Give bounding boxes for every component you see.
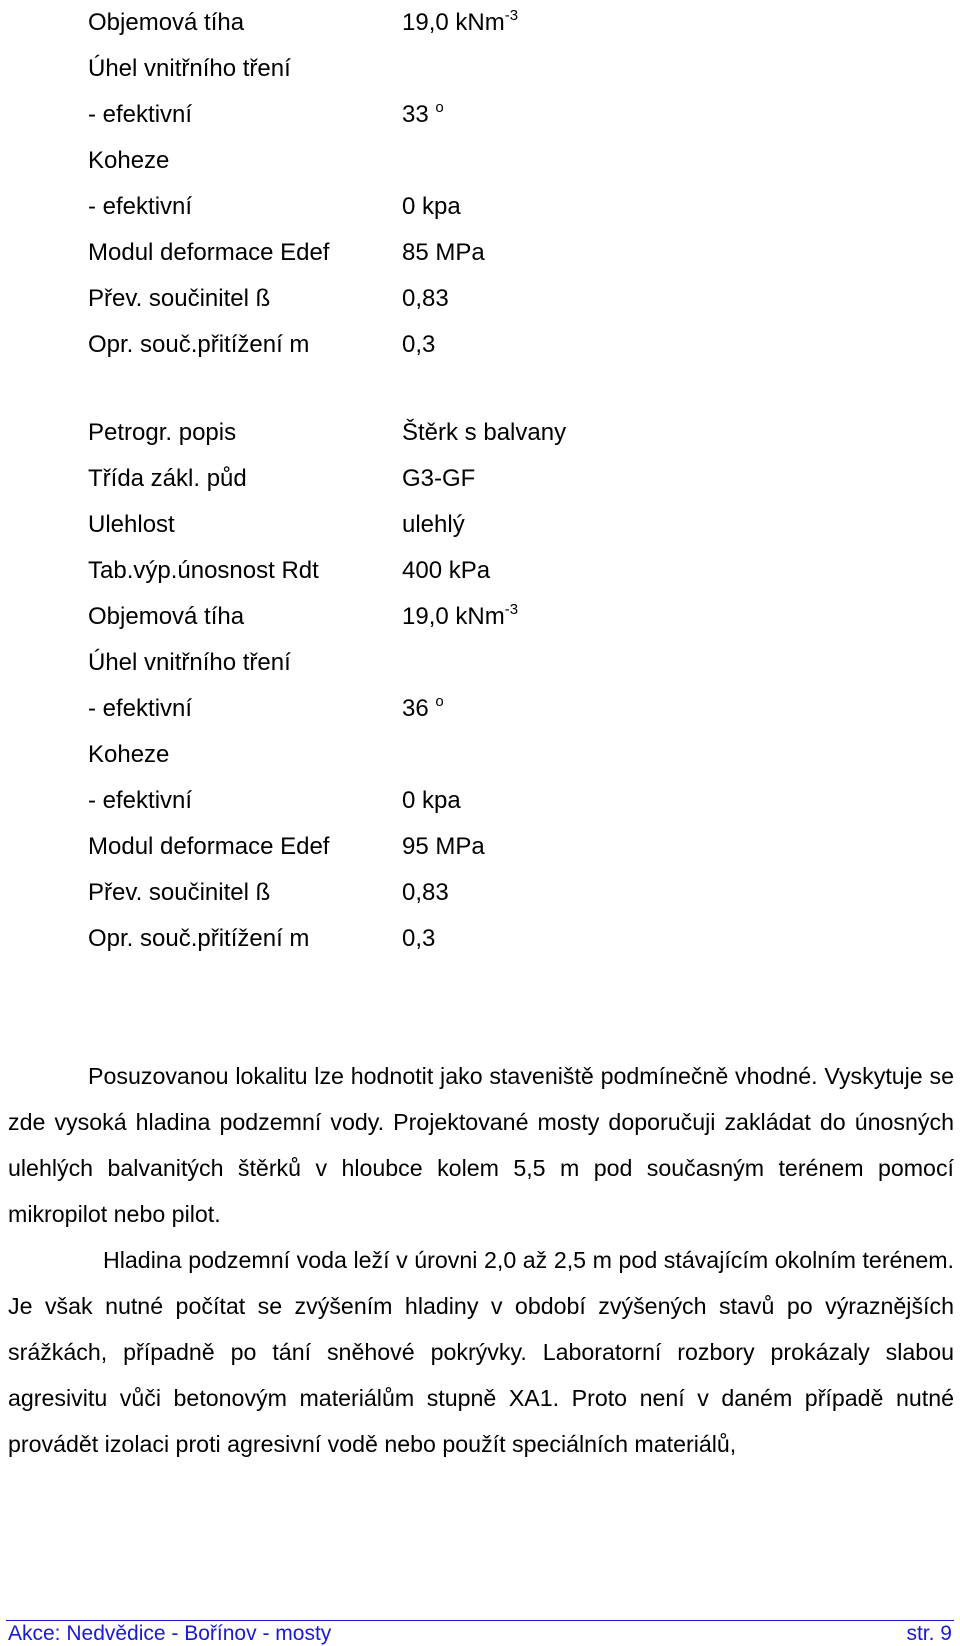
- property-label: Modul deformace Edef: [88, 239, 330, 266]
- property-value: 36 $^o$: [402, 693, 444, 722]
- property-label: Objemová tíha: [88, 603, 245, 630]
- property-value: 19,0 kNm$^{-3}$: [402, 601, 519, 630]
- property-label: - efektivní: [88, 193, 193, 220]
- property-label: Úhel vnitřního tření: [88, 649, 291, 676]
- property-value: ulehlý: [402, 511, 465, 538]
- property-value: 0,83: [402, 879, 449, 906]
- property-label: Přev. součinitel ß: [88, 879, 271, 906]
- property-label: Opr. souč.přitížení m: [88, 331, 310, 358]
- property-label: - efektivní: [88, 695, 193, 722]
- property-label: Opr. souč.přitížení m: [88, 925, 310, 952]
- property-value: 95 MPa: [402, 833, 485, 860]
- property-value: 0,3: [402, 331, 436, 358]
- footer-project-name: Akce: Nedvědice - Bořínov - mosty: [8, 1622, 332, 1645]
- property-label: - efektivní: [88, 101, 193, 128]
- property-value: 0 kpa: [402, 787, 461, 814]
- property-label: Objemová tíha: [88, 9, 245, 36]
- property-label: - efektivní: [88, 787, 193, 814]
- footer-divider: [6, 1620, 954, 1621]
- property-value: 0 kpa: [402, 193, 461, 220]
- property-value: 0,83: [402, 285, 449, 312]
- property-label: Úhel vnitřního tření: [88, 55, 291, 82]
- property-label: Modul deformace Edef: [88, 833, 330, 860]
- property-label: Tab.výp.únosnost Rdt: [88, 557, 319, 584]
- property-value: G3-GF: [402, 465, 476, 492]
- assessment-paragraph: Posuzovanou lokalitu lze hodnotit jako staveniště podmínečně vhodné. Vyskytuje se zde vysoká hladina podzemní vody. Projektované mosty doporučuji zakládat do únosných ulehlých balvanitých štěrků v hloubce kolem 5,5 m pod současným terénem pomocí mikropilot nebo pilot.: [8, 1063, 954, 1227]
- property-value: 85 MPa: [402, 239, 485, 266]
- property-value: Štěrk s balvany: [402, 419, 567, 446]
- property-value: 19,0 kNm$^{-3}$: [402, 7, 519, 36]
- property-label: Přev. součinitel ß: [88, 285, 271, 312]
- property-label: Petrogr. popis: [88, 419, 237, 446]
- groundwater-paragraph: Hladina podzemní voda leží v úrovni 2,0 až 2,5 m pod stávajícím okolním terénem. Je však nutné počítat se zvýšením hladiny v období zvýšených stavů po výraznějších srážkách, případně po tání sněhové pokrývky. Laboratorní rozbory prokázaly slabou agresivitu vůči betonovým materiálům stupně XA1. Proto není v daném případě nutné provádět izolaci proti agresivní vodě nebo použít speciálních materiálů,: [8, 1247, 954, 1457]
- property-label: Třída zákl. půd: [88, 465, 247, 492]
- property-label: Koheze: [88, 741, 170, 768]
- property-value: 400 kPa: [402, 557, 491, 584]
- property-value: 0,3: [402, 925, 436, 952]
- footer-page-number: str. 9: [906, 1622, 952, 1645]
- property-label: Ulehlost: [88, 511, 175, 538]
- property-value: 33 $^o$: [402, 99, 444, 128]
- property-label: Koheze: [88, 147, 170, 174]
